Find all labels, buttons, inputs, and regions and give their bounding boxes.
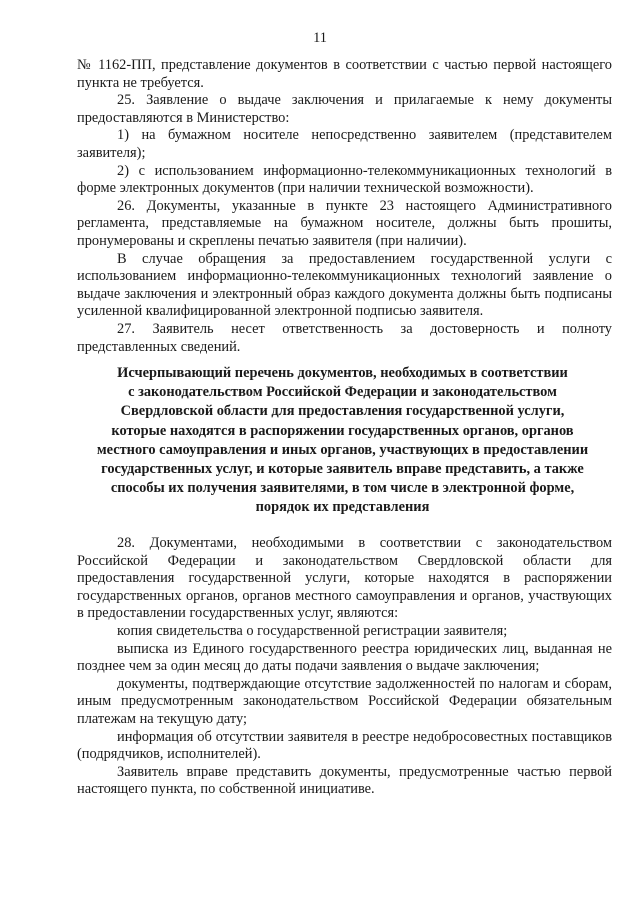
paragraph-28-initiative: Заявитель вправе представить документы, предусмотренные частью первой настоящего пункта, по собственной инициативе. [77,763,612,798]
heading-line: местного самоуправления и иных органов, участвующих в предоставлении [96,441,589,458]
heading-line: порядок их представления [255,499,430,516]
heading-line: государственных услуг, и которые заявитель вправе представить, а также [101,461,584,478]
paragraph-28: 28. Документами, необходимыми в соответствии с законодательством Российской Федерации и законодательством Свердловской области для предоставления государственной услуги, которые находятся в распоряжении государственных органов, органов местного самоуправления и органов, участвующих в предоставлении государственных услуг, являются: [77,535,612,622]
paragraph-26-electronic: В случае обращения за предоставлением государственной услуги с использованием информационно-телекоммуникационных технологий заявление о выдаче заключения и электронный образ каждого документа должны быть подписаны усиленной квалифицированной электронной подписью заявителя. [77,250,612,320]
paragraph-28-item-1: копия свидетельства о государственной регистрации заявителя; [117,622,508,639]
paragraph-28-item-3: документы, подтверждающие отсутствие задолженностей по налогам и сборам, иным предусмотренным законодательством Российской Федерации обязательным платежам на текущую дату; [77,675,612,727]
heading-line: Исчерпывающий перечень документов, необходимых в соответствии [117,365,568,381]
paragraph-continuation: № 1162-ПП, представление документов в соответствии с частью первой настоящего пункта не требуется. [77,57,612,91]
bottom-text-block [77,535,612,799]
heading-line: с законодательством Российской Федерации и законодательством [128,384,557,401]
page-number: 11 [313,30,327,46]
section-heading [80,364,605,518]
heading-line: которые находятся в распоряжении государственных органов, органов [111,422,574,439]
paragraph-25-item-2: 2) с использованием информационно-телекоммуникационных технологий в форме электронных документов (при наличии технической возможности). [77,162,612,197]
paragraph-27: 27. Заявитель несет ответственность за достоверность и полноту представленных сведений. [77,320,612,355]
paragraph-25-item-1: 1) на бумажном носителе непосредственно заявителем (представителем заявителя); [77,127,612,161]
top-text-block [77,57,612,356]
paragraph-26: 26. Документы, указанные в пункте 23 настоящего Административного регламента, представляемые на бумажном носителе, должны быть прошиты, пронумерованы и скреплены печатью заявителя (при наличии). [77,197,612,249]
paragraph-25: 25. Заявление о выдаче заключения и прилагаемые к нему документы предоставляются в Министерство: [77,92,612,126]
paragraph-28-item-2: выписка из Единого государственного реестра юридических лиц, выданная не позднее чем за один месяц до даты подачи заявления о выдаче заключения; [77,640,612,675]
heading-line: Свердловской области для предоставления государственной услуги, [120,403,565,420]
heading-line: способы их получения заявителями, в том числе в электронной форме, [110,480,575,497]
paragraph-28-item-4: информация об отсутствии заявителя в реестре недобросовестных поставщиков (подрядчиков, исполнителей). [77,728,612,763]
section-heading-text [80,364,605,518]
